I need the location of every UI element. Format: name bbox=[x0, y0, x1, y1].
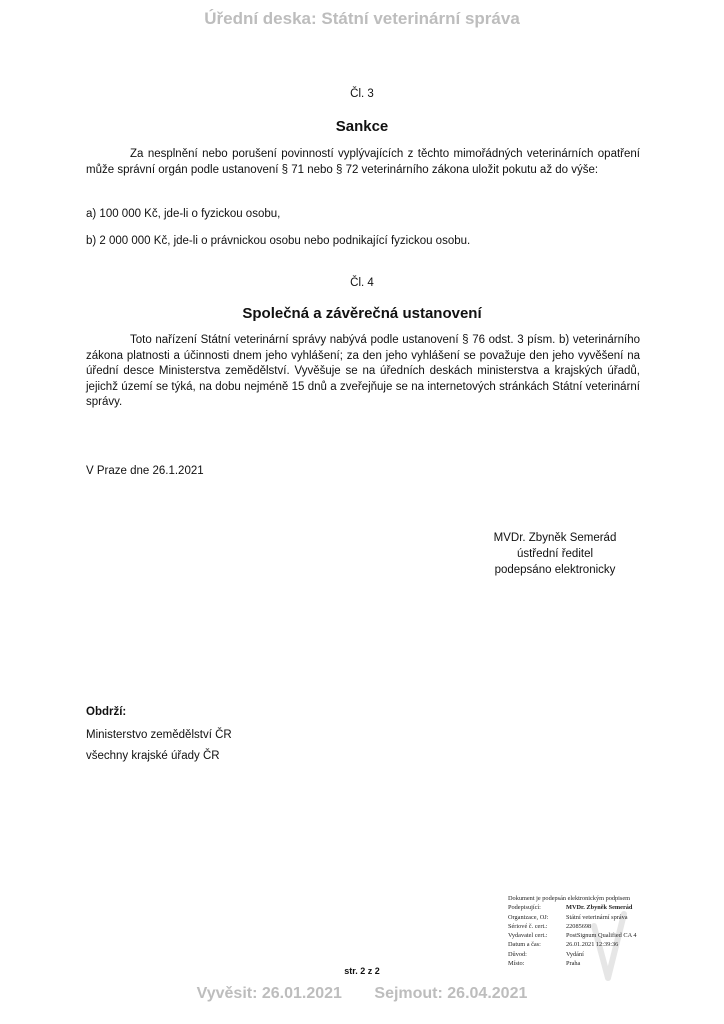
e-signature-row: Podepisující: MVDr. Zbyněk Semerád bbox=[508, 904, 633, 912]
electronic-signature-box bbox=[506, 894, 656, 968]
posting-dates-banner bbox=[0, 985, 724, 1003]
article-3-paragraph: Za nesplnění nebo porušení povinností vyplývajících z těchto mimořádných veterinárních opatření může správní orgán podle ustanovení § 71 nebo § 72 veterinárního zákona uložit pokutu až do výše: bbox=[86, 148, 640, 176]
signature-block bbox=[470, 530, 640, 578]
sanction-item-b: b) 2 000 000 Kč, jde-li o právnickou osobu nebo podnikající fyzickou osobu. bbox=[86, 235, 471, 247]
page-number: str. 2 z 2 bbox=[344, 966, 380, 976]
e-signature-row: Datum a čas: 26.01.2021 12:39:36 bbox=[508, 941, 619, 949]
article-4-paragraph: Toto nařízení Státní veterinární správy nabývá podle ustanovení § 76 odst. 3 písm. b) veterinárního zákona platnosti a účinnosti dnem jeho vyhlášení; za den jeho vyhlášení se považuje den jeho vyvěšení na úřední desce Ministerstva zemědělství. Vyvěšuje se na úředních deskách ministerstva a krajských úřadů, jejichž území se týká, na dobu nejméně 15 dnů a zveřejňuje se na internetových stránkách Státní veterinární správy. bbox=[86, 334, 640, 408]
recipient-item: Ministerstvo zemědělství ČR bbox=[86, 729, 232, 741]
article-3-label: Čl. 3 bbox=[350, 88, 374, 100]
signer-name: MVDr. Zbyněk Semerád bbox=[493, 532, 617, 544]
article-4-title: Společná a závěrečná ustanovení bbox=[242, 305, 482, 322]
place-and-date: V Praze dne 26.1.2021 bbox=[86, 465, 204, 477]
article-4-label: Čl. 4 bbox=[350, 277, 374, 289]
posted-date: Vyvěsit: 26.01.2021 bbox=[196, 985, 342, 1002]
article-3-title: Sankce bbox=[335, 118, 389, 135]
e-signature-row: Organizace, OJ: Státní veterinární správa bbox=[508, 913, 628, 921]
signer-role: ústřední ředitel bbox=[516, 548, 594, 560]
recipients-title: Obdrží: bbox=[86, 706, 127, 718]
sanction-item-a: a) 100 000 Kč, jde-li o fyzickou osobu, bbox=[86, 208, 281, 220]
removal-date: Sejmout: 26.04.2021 bbox=[374, 985, 528, 1002]
notice-board-banner: Úřední deska: Státní veterinární správa bbox=[204, 9, 520, 28]
recipient-item: všechny krajské úřady ČR bbox=[86, 750, 220, 762]
e-signature-row: Sériové č. cert.: 22085698 bbox=[508, 922, 592, 930]
signature-note: podepsáno elektronicky bbox=[494, 564, 616, 576]
e-signature-row: Důvod: Vydání bbox=[508, 950, 584, 958]
e-signature-header: Dokument je podepsán elektronickým podpisem bbox=[508, 895, 631, 902]
e-signature-row: Místo: Praha bbox=[508, 960, 581, 968]
e-signature-row: Vydavatel cert.: PostSignum Qualified CA 4 bbox=[508, 932, 637, 940]
